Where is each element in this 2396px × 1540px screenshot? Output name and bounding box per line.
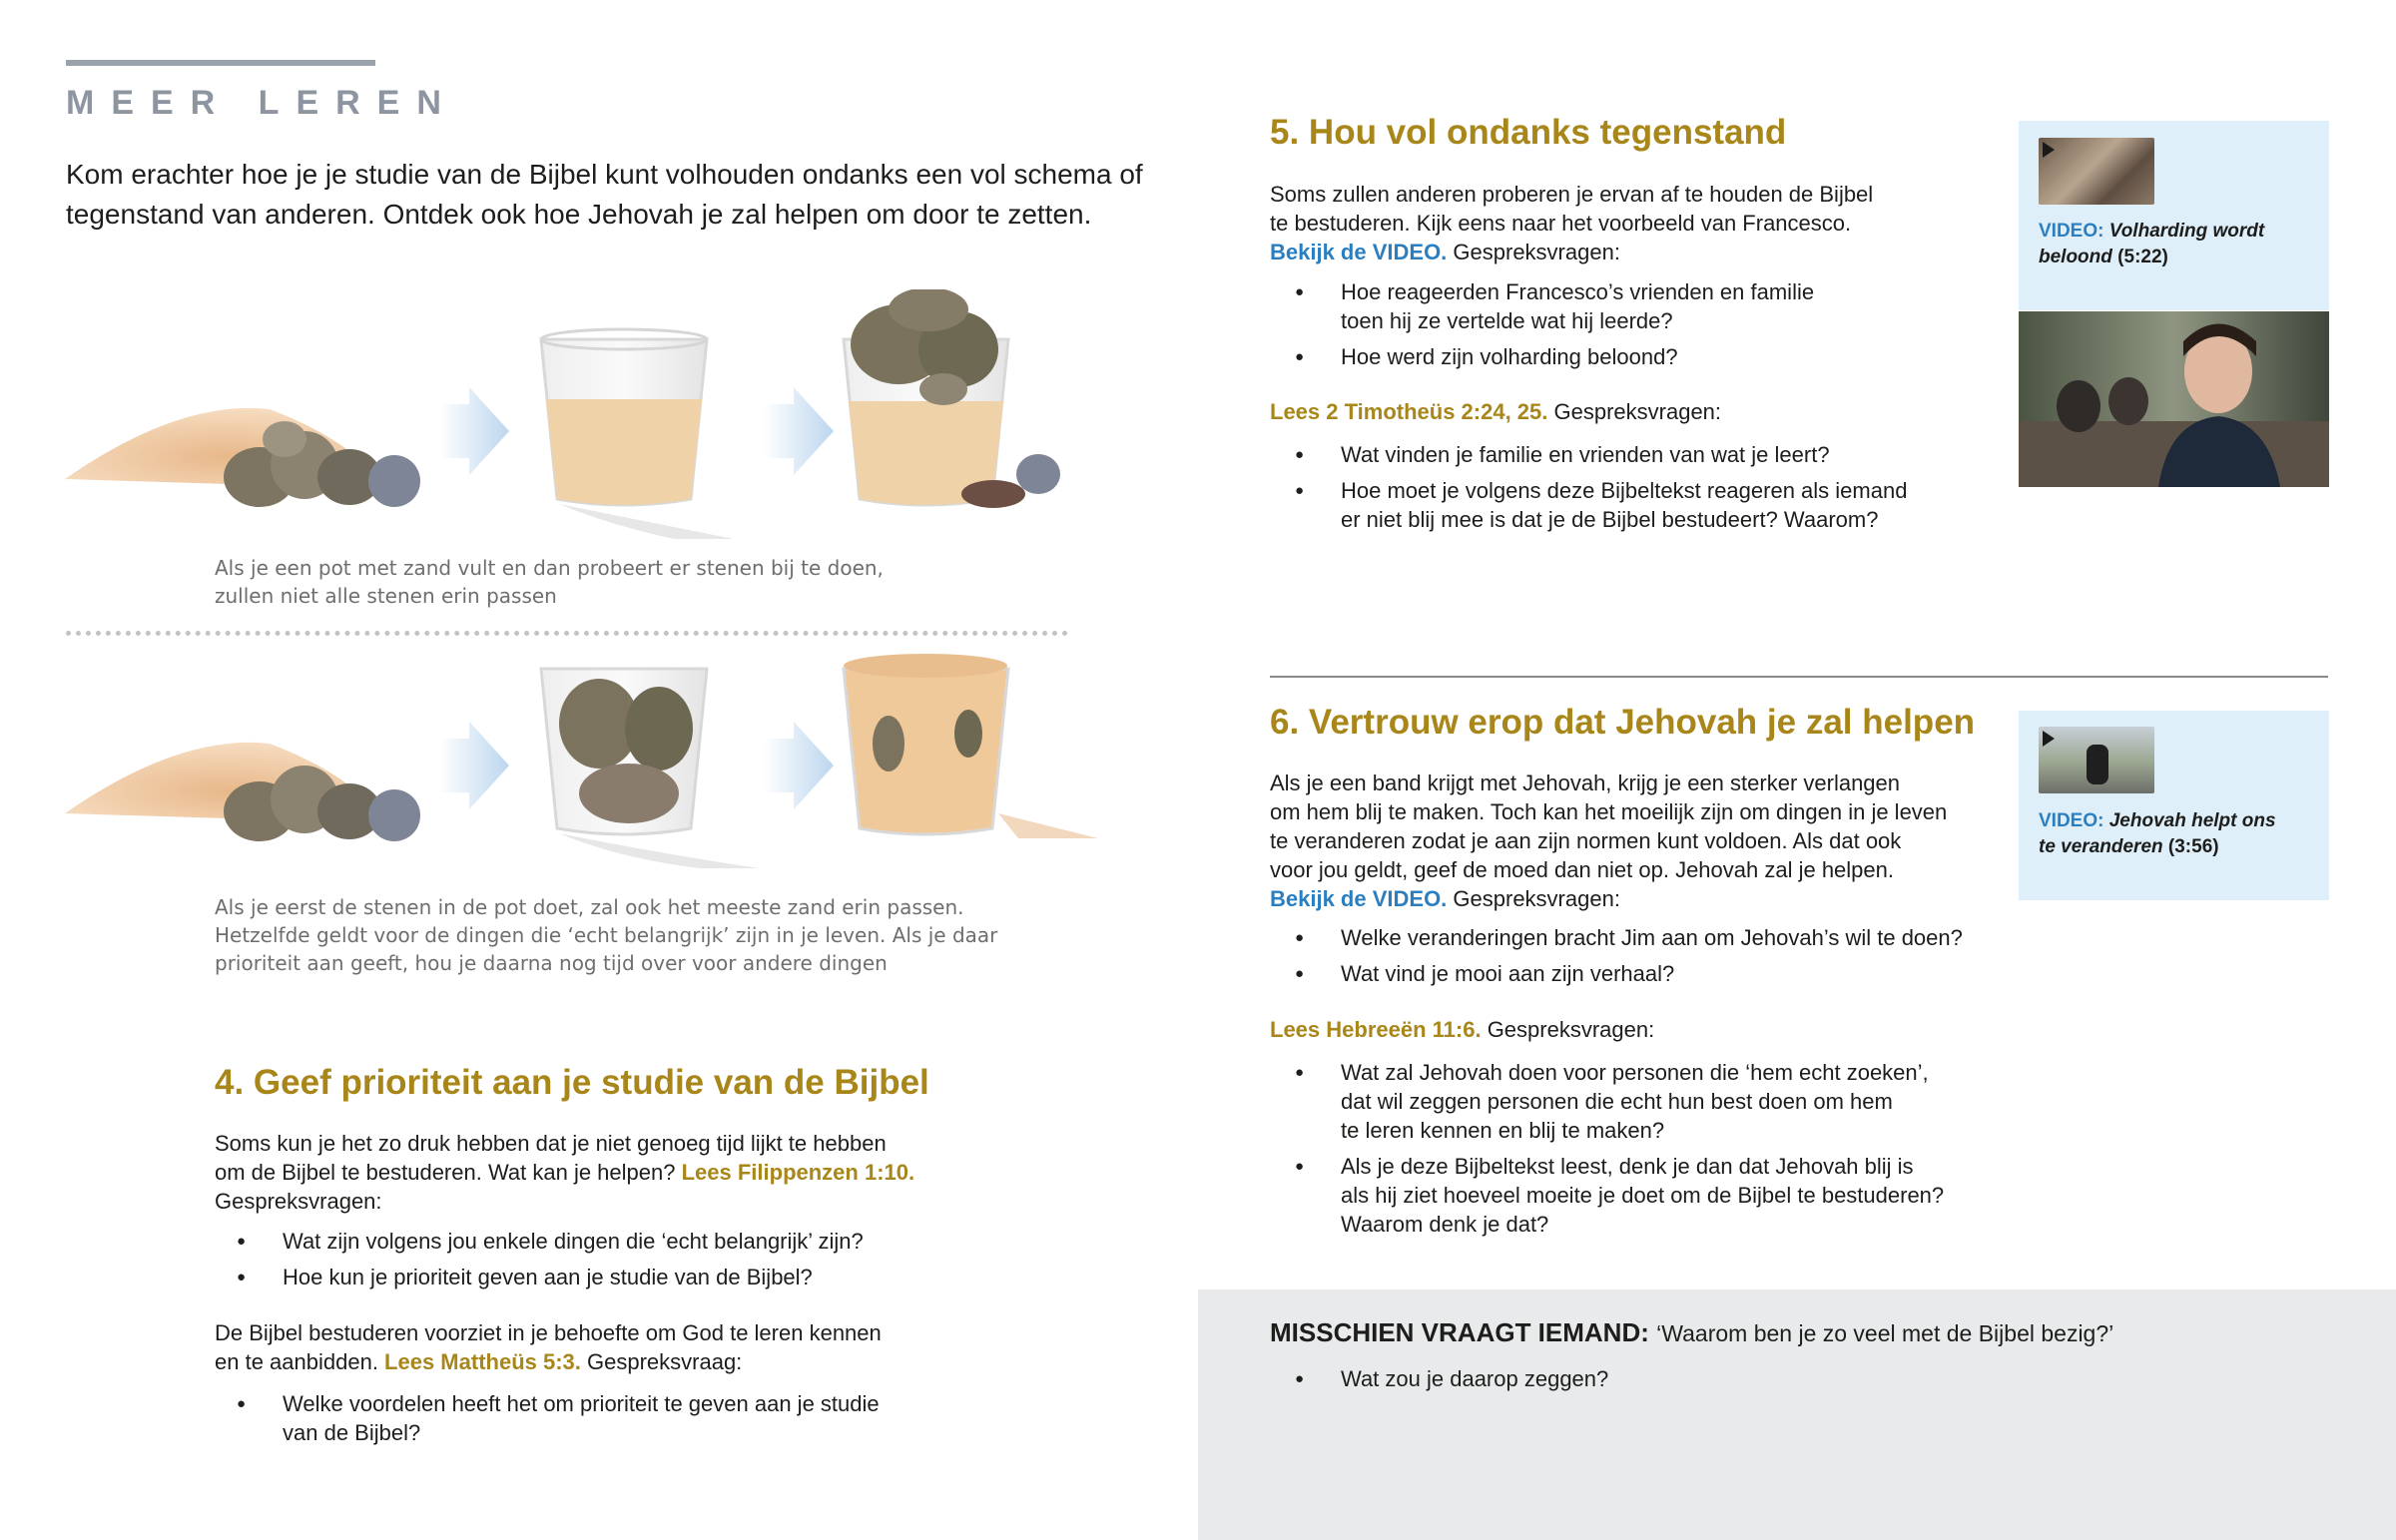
- list-item: ● Hoe reageerden Francesco’s vrienden en familie toen hij ze vertelde wat hij leerde?: [1295, 277, 1994, 335]
- video-thumbnail[interactable]: [2039, 727, 2154, 793]
- caption-bottom: Als je eerst de stenen in de pot doet, zal ook het meeste zand erin passen. Hetzelfde geldt voor de dingen die ‘echt belangrijk’ zijn in je leven. Als je daar prioriteit aan geeft, hou je daarna nog tijd over voor andere dingen: [215, 895, 998, 975]
- video-still-photo: [2019, 311, 2329, 487]
- question-panel-title: MISSCHIEN VRAAGT IEMAND: ‘Waarom ben je zo veel met de Bijbel bezig?’: [1270, 1317, 2114, 1347]
- arrow-icon: [764, 722, 834, 809]
- section-divider: [1270, 676, 2328, 678]
- list-item: ● Welke voordelen heeft het om prioriteit te geven aan je studie van de Bijbel?: [237, 1389, 995, 1447]
- section4-paragraph2: De Bijbel bestuderen voorziet in je behoefte om God te leren kennen en te aanbidden. Lees Mattheüs 5:3. Gespreksvraag:: [215, 1320, 882, 1374]
- scripture-link-timotheus[interactable]: Lees 2 Timotheüs 2:24, 25.: [1270, 399, 1548, 424]
- list-item: ● Wat zijn volgens jou enkele dingen die ‘echt belangrijk’ zijn?: [237, 1227, 995, 1256]
- sand-stones-illustration-bottom: [60, 654, 1118, 873]
- scripture-link-hebreeen[interactable]: Lees Hebreeën 11:6.: [1270, 1017, 1482, 1042]
- list-item: ● Wat vinden je familie en vrienden van wat je leert?: [1295, 440, 1994, 469]
- section6-title: 6. Vertrouw erop dat Jehovah je zal helpen: [1270, 703, 1976, 742]
- glass-stones-icon: [541, 669, 759, 868]
- motorcyclist-icon: [2087, 745, 2108, 784]
- list-item: ● Hoe werd zijn volharding beloond?: [1295, 342, 1994, 371]
- sand-stones-illustration-top: [60, 289, 1118, 539]
- scripture-link-mattheus[interactable]: Lees Mattheüs 5:3.: [384, 1349, 581, 1374]
- arrow-icon: [764, 387, 834, 475]
- list-item: ● Hoe moet je volgens deze Bijbeltekst reageren als iemand er niet blij mee is dat je de Bijbel bestudeert? Waarom?: [1295, 476, 1994, 534]
- section-label: MEER LEREN: [66, 84, 458, 122]
- intro-text: Kom erachter hoe je je studie van de Bijbel kunt volhouden ondanks een vol schema of tegenstand van anderen. Ontdek ook hoe Jehovah je zal helpen om door te zetten.: [66, 159, 1143, 230]
- video-box-volharding[interactable]: [2019, 121, 2329, 310]
- video-link[interactable]: Bekijk de VIDEO.: [1270, 240, 1448, 264]
- video-caption: VIDEO: Volharding wordt beloond (5:22): [2039, 221, 2265, 267]
- list-item: ● Welke veranderingen bracht Jim aan om Jehovah’s wil te doen?: [1295, 923, 2014, 952]
- section6-questions1: [1295, 923, 2014, 995]
- video-box-jehovah-helpt[interactable]: [2019, 711, 2329, 900]
- glass-sand-icon: [541, 329, 759, 539]
- section6-paragraph: Als je een band krijgt met Jehovah, krijg je een sterker verlangen om hem blij te maken. Toch kan het moeilijk zijn om dingen in je leven te veranderen zodat je aan zijn normen kunt voldoen. Als dat ook voor jou geldt, geef de moed dan niet op. Jehovah zal je helpen. Bekijk de VIDEO. Gespreksvragen:: [1270, 770, 1948, 911]
- section4-questions2: [237, 1389, 995, 1454]
- section4-title: 4. Geef prioriteit aan je studie van de Bijbel: [215, 1063, 929, 1102]
- section4-paragraph1: Soms kun je het zo druk hebben dat je niet genoeg tijd lijkt te hebben om de Bijbel te bestuderen. Wat kan je helpen? Lees Filippenzen 1:10. Gespreksvragen:: [215, 1131, 915, 1214]
- section6-questions2: [1295, 1058, 2014, 1246]
- list-item: ● Als je deze Bijbeltekst leest, denk je dan dat Jehovah blij is als hij ziet hoeveel moeite je doet om de Bijbel te bestuderen? Waarom denk je dat?: [1295, 1152, 2014, 1239]
- arrow-icon: [439, 387, 509, 475]
- caption-top: Als je een pot met zand vult en dan probeert er stenen bij te doen, zullen niet alle stenen erin passen: [215, 556, 884, 608]
- list-item: ● Wat zou je daarop zeggen?: [1295, 1364, 2193, 1393]
- scripture-link-filippenzen[interactable]: Lees Filippenzen 1:10.: [681, 1160, 915, 1185]
- list-item: ● Wat vind je mooi aan zijn verhaal?: [1295, 959, 2014, 988]
- video-thumbnail[interactable]: [2039, 138, 2154, 205]
- arrow-icon: [439, 722, 509, 809]
- glass-full-icon: [844, 654, 1098, 838]
- list-item: ● Hoe kun je prioriteit geven aan je studie van de Bijbel?: [237, 1263, 995, 1291]
- section5-questions2: [1295, 440, 1994, 541]
- question-panel-list: [1295, 1364, 2193, 1400]
- play-icon: [2043, 731, 2055, 747]
- dotted-divider: [66, 631, 1068, 636]
- play-icon: [2043, 142, 2055, 158]
- section4-questions1: [237, 1227, 995, 1298]
- section5-questions1: [1295, 277, 1994, 378]
- section5-title: 5. Hou vol ondanks tegenstand: [1270, 113, 1787, 152]
- header-rule: [66, 60, 375, 66]
- glass-overflow-icon: [844, 289, 1060, 508]
- video-link[interactable]: Bekijk de VIDEO.: [1270, 886, 1448, 911]
- list-item: ● Wat zal Jehovah doen voor personen die ‘hem echt zoeken’, dat wil zeggen personen die echt hun best doen om hem te leren kennen en blij te maken?: [1295, 1058, 2014, 1145]
- section5-ref-line: Lees 2 Timotheüs 2:24, 25. Gespreksvragen:: [1270, 399, 1722, 424]
- section6-ref-line: Lees Hebreeën 11:6. Gespreksvragen:: [1270, 1017, 1655, 1042]
- section5-paragraph: Soms zullen anderen proberen je ervan af te houden de Bijbel te bestuderen. Kijk eens naar het voorbeeld van Francesco. Bekijk de VIDEO. Gespreksvragen:: [1270, 182, 1874, 264]
- video-caption: VIDEO: Jehovah helpt ons te veranderen (3:56): [2039, 810, 2276, 857]
